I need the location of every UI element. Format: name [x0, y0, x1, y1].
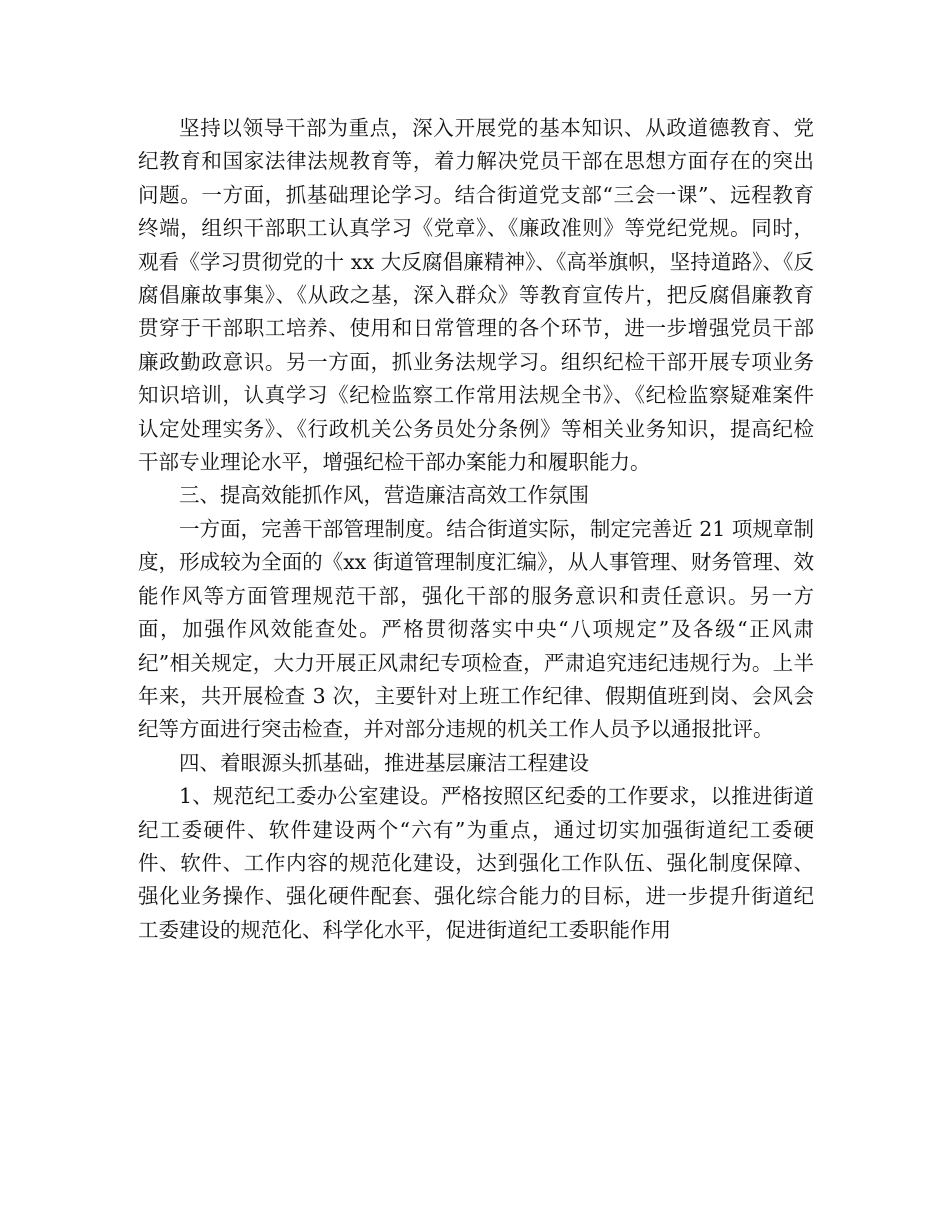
- paragraph-office-construction: 1、规范纪工委办公室建设。严格按照区纪委的工作要求，以推进街道纪工委硬件、软件建设两个“六有”为重点，通过切实加强街道纪工委硬件、软件、工作内容的规范化建设，达到强化工作队伍、强化制度保障、强化业务操作、强化硬件配套、强化综合能力的目标，进一步提升街道纪工委建设的规范化、科学化水平，促进街道纪工委职能作用: [138, 784, 814, 942]
- section-heading-4: 四、着眼源头抓基础，推进基层廉洁工程建设: [179, 750, 589, 775]
- paragraph-education: 坚持以领导干部为重点，深入开展党的基本知识、从政道德教育、党纪教育和国家法律法规教育等，着力解决党员干部在思想方面存在的突出问题。一方面，抓基础理论学习。结合街道党支部“三会一课”、远程教育终端，组织干部职工认真学习《党章》、《廉政准则》等党纪党规。同时，观看《学习贯彻党的十 xx 大反腐倡廉精神》、《高举旗帜，坚持道路》、《反腐倡廉故事集》、《从政之基，深入群众》等教育宣传片，把反腐倡廉教育贯穿于干部职工培养、使用和日常管理的各个环节，进一步增强党员干部廉政勤政意识。另一方面，抓业务法规学习。组织纪检干部开展专项业务知识培训，认真学习《纪检监察工作常用法规全书》、《纪检监察疑难案件认定处理实务》、《行政机关公务员处分条例》等相关业务知识，提高纪检干部专业理论水平，增强纪检干部办案能力和履职能力。: [138, 116, 814, 475]
- document-body: [138, 112, 814, 947]
- paragraph-management: 一方面，完善干部管理制度。结合街道实际，制定完善近 21 项规章制度，形成较为全面的《xx 街道管理制度汇编》，从人事管理、财务管理、效能作风等方面管理规范干部，强化干部的服务意识和责任意识。另一方面，加强作风效能查处。严格贯彻落实中央“八项规定”及各级“正风肃纪”相关规定，大力开展正风肃纪专项检查，严肃追究违纪违规行为。上半年来，共开展检查 3 次，主要针对上班工作纪律、假期值班到岗、会风会纪等方面进行突击检查，并对部分违规的机关工作人员予以通报批评。: [138, 516, 814, 742]
- section-heading-3: 三、提高效能抓作风，营造廉洁高效工作氛围: [179, 483, 589, 508]
